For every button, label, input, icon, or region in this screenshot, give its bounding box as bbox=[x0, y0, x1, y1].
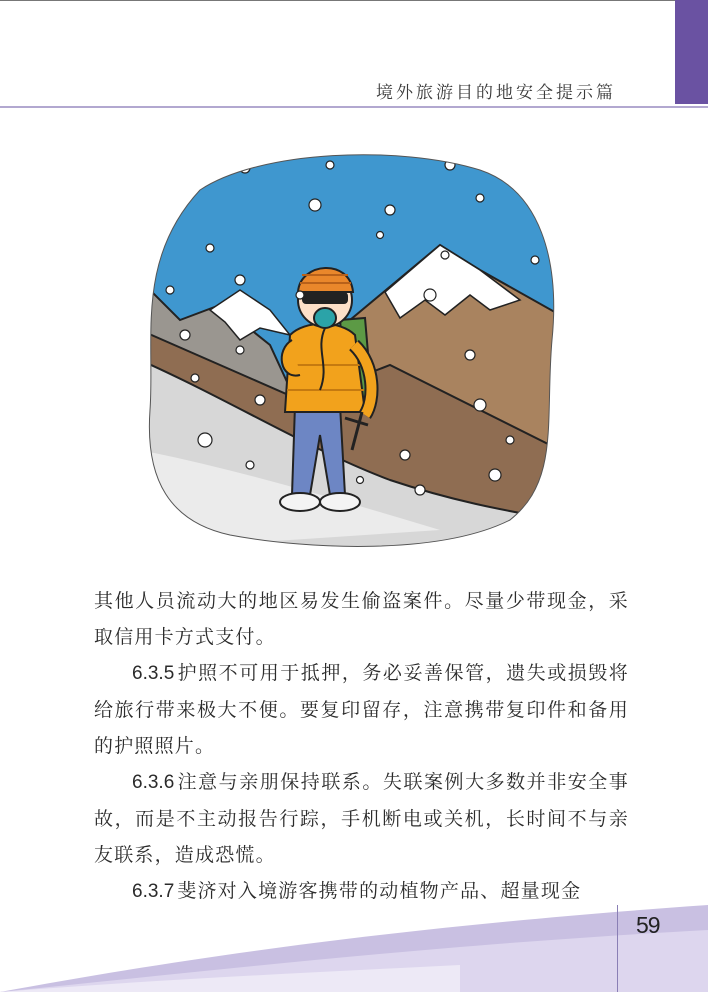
footer-swoosh bbox=[0, 895, 708, 992]
paragraph-3 bbox=[94, 764, 629, 873]
section-number: 6.3.7 bbox=[132, 881, 175, 902]
page-number-divider bbox=[617, 905, 618, 992]
page-number: 59 bbox=[636, 912, 660, 938]
header-rule bbox=[0, 106, 708, 108]
paragraph-1: 其他人员流动大的地区易发生偷盗案件。尽量少带现金，采取信用卡方式支付。 bbox=[94, 590, 629, 648]
paragraph-text: 护照不可用于抵押，务必妥善保管，遗失或损毁将给旅行带来极大不便。要复印留存，注意携带复印件和备用的护照照片。 bbox=[94, 662, 629, 757]
top-rule bbox=[0, 0, 675, 1]
section-number: 6.3.6 bbox=[132, 772, 175, 793]
chapter-tab bbox=[675, 0, 708, 104]
snow-mountain-illustration bbox=[140, 150, 560, 550]
body-text bbox=[94, 583, 629, 910]
paragraph-text: 注意与亲朋保持联系。失联案例大多数并非安全事故，而是不主动报告行踪，手机断电或关机，长时间不与亲友联系，造成恐慌。 bbox=[94, 771, 629, 866]
paragraph-text: 斐济对入境游客携带的动植物产品、超量现金 bbox=[177, 880, 582, 902]
running-header: 境外旅游目的地安全提示篇 bbox=[376, 83, 616, 103]
paragraph-2 bbox=[94, 655, 629, 764]
section-number: 6.3.5 bbox=[132, 663, 175, 684]
